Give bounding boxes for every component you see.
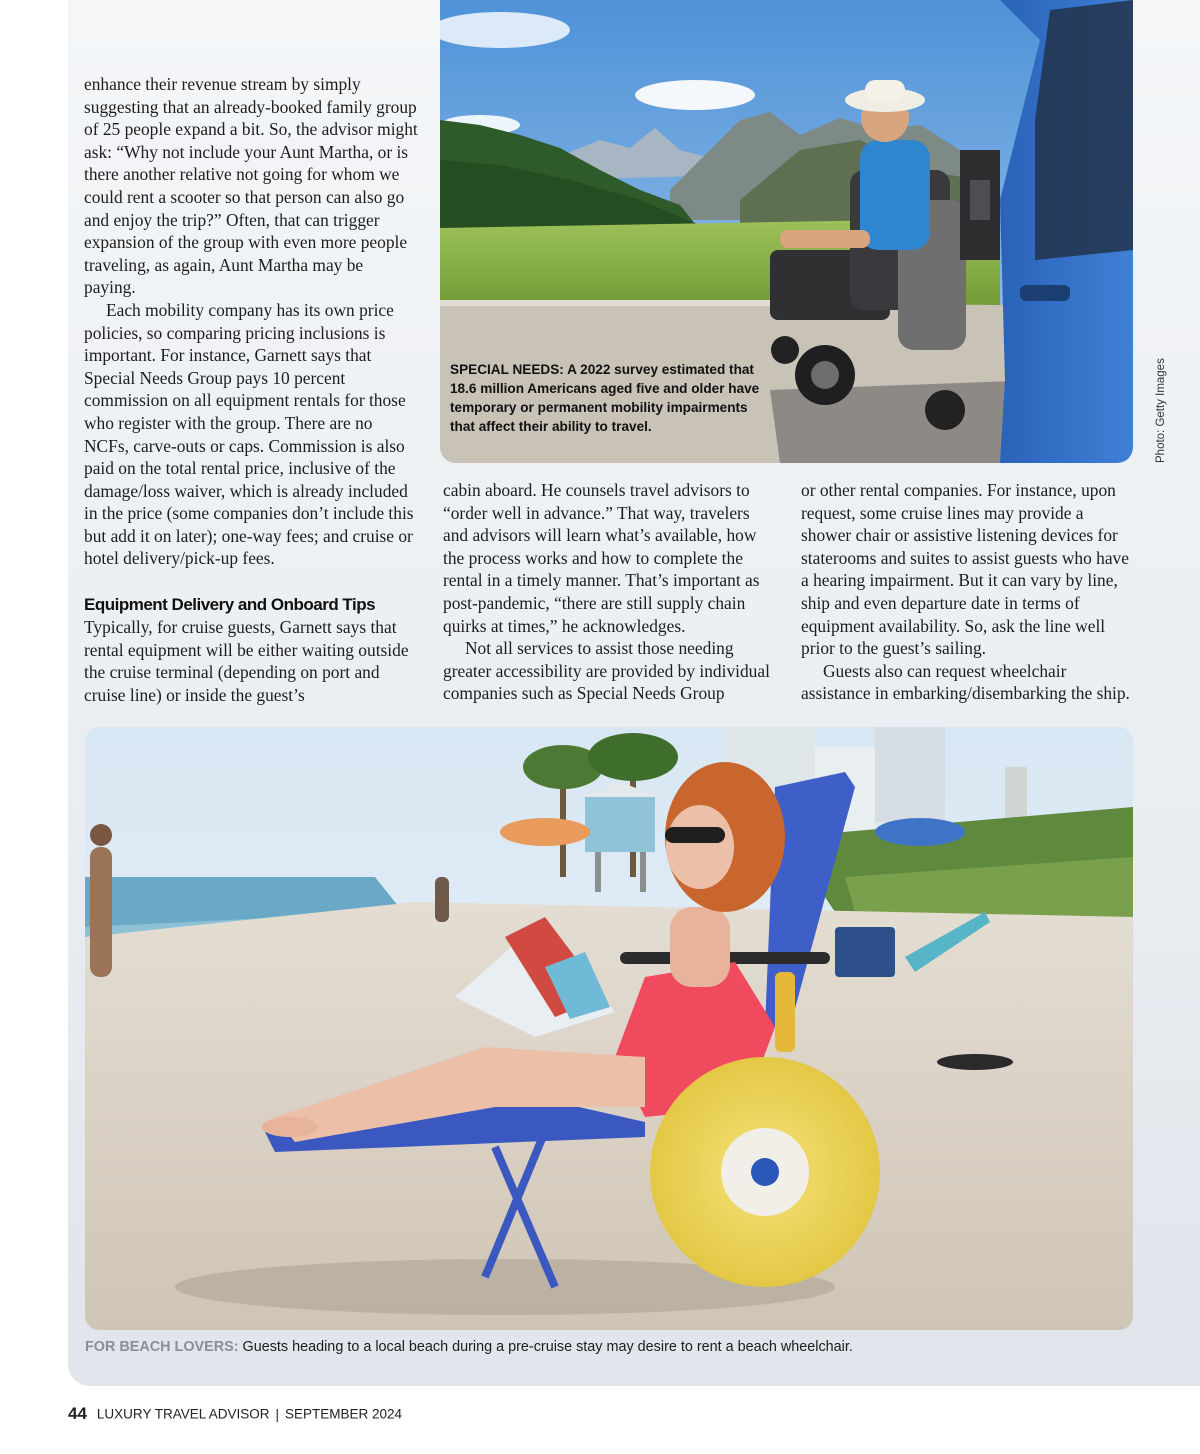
article-column-3 bbox=[801, 479, 1136, 705]
body-paragraph: Guests also can request wheelchair assistance in embarking/disembarking the ship. bbox=[801, 660, 1130, 704]
publication-name: LUXURY TRAVEL ADVISOR bbox=[96, 1406, 270, 1422]
section-subhead: Equipment Delivery and Onboard Tips bbox=[84, 595, 376, 615]
body-paragraph: or other rental companies. For instance, upon request, some cruise lines may provide a shower chair or assistive listening devices for staterooms and suites to assist guests who have a hearing impairment. But it can vary by line, ship and even departure date in terms of equipment availability. So, ask the line well prior to the guest’s sailing. bbox=[801, 480, 1129, 659]
article-column-2 bbox=[443, 479, 778, 705]
caption-text: Guests heading to a local beach during a pre-cruise stay may desire to rent a beach wheelchair. bbox=[238, 1339, 853, 1355]
photo-credit: Photo: Getty Images bbox=[1155, 358, 1167, 463]
article-column-1 bbox=[84, 73, 418, 706]
photo-caption-beach-lovers bbox=[85, 1338, 1125, 1356]
body-paragraph: cabin aboard. He counsels travel advisors to “order well in advance.” That way, travelers and advisors will learn what’s available, how the process works and how to complete the rental in a timely manner. That’s important as post-pandemic, “there are still supply chain quirks at times,” he acknowledges. bbox=[443, 480, 760, 636]
footer-separator: | bbox=[275, 1406, 280, 1422]
body-paragraph: Each mobility company has its own price policies, so comparing pricing inclusions is important. For instance, Garnett says that Special Needs Group pays 10 percent commission on all equipment rentals for those who register with the group. There are no NCFs, carve-outs or caps. Commission is also paid on the total rental price, inclusive of the damage/loss waiver, which is already included in the price (some companies don’t include this but add it on later); one-way fees; and cruise or hotel delivery/pick-up fees. bbox=[84, 299, 414, 569]
photo-beach-wheelchair bbox=[85, 727, 1133, 1330]
body-paragraph: Typically, for cruise guests, Garnett says that rental equipment will be either waiting outside the cruise terminal (depending on port and cruise line) or inside the guest’s bbox=[84, 617, 409, 705]
body-paragraph: enhance their revenue stream by simply suggesting that an already-booked family group of 25 people expand a bit. So, the advisor might ask: “Why not include your Aunt Martha, or is there another relative not going for whom we could rent a scooter so that person can also go and enjoy the trip?” Often, that can trigger expansion of the group with even more people traveling, as again, Aunt Martha may be paying. bbox=[84, 74, 418, 298]
body-paragraph: Not all services to assist those needing greater accessibility are provided by individual companies such as Special Needs Group bbox=[443, 638, 770, 704]
photo-illustration bbox=[85, 727, 1133, 1330]
photo-caption-special-needs: SPECIAL NEEDS: A 2022 survey estimated that 18.6 million Americans aged five and older have temporary or permanent mobility impairments that affect their ability to travel. bbox=[450, 362, 760, 434]
page-number: 44 bbox=[68, 1404, 87, 1423]
issue-date: SEPTEMBER 2024 bbox=[285, 1406, 403, 1422]
page-footer bbox=[68, 1404, 402, 1426]
caption-lead: FOR BEACH LOVERS: bbox=[85, 1339, 239, 1355]
